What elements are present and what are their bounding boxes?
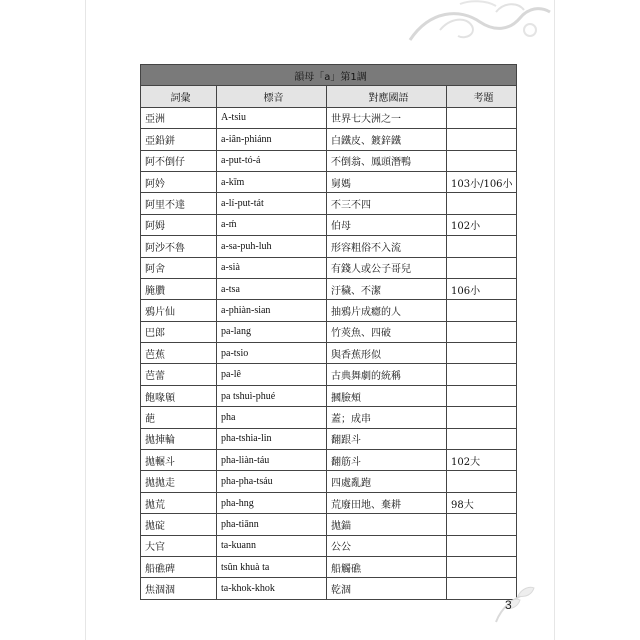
table-row [141, 193, 517, 214]
table-row [141, 150, 517, 171]
cell-vocabulary: 亞洲 [141, 107, 217, 128]
cell-vocabulary: 大官 [141, 535, 217, 556]
cell-exam [447, 107, 517, 128]
table-caption: 韻母「a」第1調 [141, 65, 517, 86]
cell-vocabulary: 阿沙不魯 [141, 236, 217, 257]
table-row [141, 321, 517, 342]
cell-exam [447, 364, 517, 385]
cell-romanization: a-put-tó-á [217, 150, 327, 171]
cell-romanization: pa-lang [217, 321, 327, 342]
cell-romanization: a-iân-phiánn [217, 129, 327, 150]
column-header-romanization: 標音 [217, 86, 327, 107]
table-row [141, 364, 517, 385]
cell-romanization: pha-pha-tsáu [217, 471, 327, 492]
cell-romanization: ta-kuann [217, 535, 327, 556]
table-row [141, 407, 517, 428]
cell-mandarin: 四處亂跑 [327, 471, 447, 492]
cell-romanization: pa-lê [217, 364, 327, 385]
page-number: 3 [505, 598, 512, 612]
cell-mandarin: 翻跟斗 [327, 428, 447, 449]
cell-romanization: pha-hng [217, 492, 327, 513]
cell-exam [447, 150, 517, 171]
cell-romanization: a-sa-puh-luh [217, 236, 327, 257]
table-row [141, 236, 517, 257]
cell-exam [447, 236, 517, 257]
cell-exam [447, 343, 517, 364]
cell-romanization: A-tsiu [217, 107, 327, 128]
cell-exam [447, 471, 517, 492]
cell-exam [447, 385, 517, 406]
cell-romanization: pha-liàn-táu [217, 450, 327, 471]
cell-vocabulary: 葩 [141, 407, 217, 428]
cell-exam [447, 129, 517, 150]
cell-vocabulary: 拋輾斗 [141, 450, 217, 471]
table-row [141, 428, 517, 449]
table-row [141, 450, 517, 471]
cell-exam: 98大 [447, 492, 517, 513]
cell-vocabulary: 焦涸涸 [141, 578, 217, 599]
cell-exam [447, 300, 517, 321]
cell-mandarin: 荒廢田地、棄耕 [327, 492, 447, 513]
table-row [141, 343, 517, 364]
cell-vocabulary: 阿不倒仔 [141, 150, 217, 171]
table-row [141, 471, 517, 492]
cell-vocabulary: 拋荒 [141, 492, 217, 513]
cell-mandarin: 汙穢、不潔 [327, 278, 447, 299]
table-row [141, 578, 517, 599]
cell-vocabulary: 拋碇 [141, 514, 217, 535]
cell-romanization: a-ḿ [217, 214, 327, 235]
cell-vocabulary: 拋捙輪 [141, 428, 217, 449]
cell-vocabulary: 拋拋走 [141, 471, 217, 492]
cell-mandarin: 形容粗俗不入流 [327, 236, 447, 257]
table-row [141, 535, 517, 556]
cell-mandarin: 伯母 [327, 214, 447, 235]
cell-romanization: a-phiàn-sian [217, 300, 327, 321]
cell-vocabulary: 飽喙顊 [141, 385, 217, 406]
table-row [141, 214, 517, 235]
table-row [141, 278, 517, 299]
cell-exam: 106小 [447, 278, 517, 299]
table-row [141, 556, 517, 577]
cell-romanization: pha-tiānn [217, 514, 327, 535]
cell-exam [447, 514, 517, 535]
table-row [141, 107, 517, 128]
cell-vocabulary: 阿舍 [141, 257, 217, 278]
table-row [141, 129, 517, 150]
cell-exam [447, 535, 517, 556]
cell-romanization: pa tshuì-phué [217, 385, 327, 406]
table-row [141, 257, 517, 278]
floral-ornament-icon [400, 0, 554, 52]
cell-exam [447, 407, 517, 428]
cell-vocabulary: 阿妗 [141, 171, 217, 192]
cell-mandarin: 竹莢魚、四破 [327, 321, 447, 342]
vocabulary-table [140, 64, 517, 600]
cell-exam [447, 193, 517, 214]
table-body [141, 107, 517, 599]
cell-mandarin: 有錢人或公子哥兒 [327, 257, 447, 278]
cell-mandarin: 拋錨 [327, 514, 447, 535]
leaf-ornament-icon [488, 582, 538, 628]
cell-romanization: a-sià [217, 257, 327, 278]
cell-vocabulary: 芭蕾 [141, 364, 217, 385]
cell-mandarin: 舅媽 [327, 171, 447, 192]
cell-mandarin: 抽鴉片成癮的人 [327, 300, 447, 321]
table-row [141, 514, 517, 535]
cell-exam: 102小 [447, 214, 517, 235]
cell-mandarin: 蓋；成串 [327, 407, 447, 428]
cell-exam: 103小/106小 [447, 171, 517, 192]
cell-mandarin: 不三不四 [327, 193, 447, 214]
cell-mandarin: 不倒翁、鳳頭潛鴨 [327, 150, 447, 171]
table-row [141, 300, 517, 321]
cell-vocabulary: 芭蕉 [141, 343, 217, 364]
cell-exam: 102大 [447, 450, 517, 471]
cell-romanization: pha-tshia-lin [217, 428, 327, 449]
cell-mandarin: 乾涸 [327, 578, 447, 599]
cell-vocabulary: 阿姆 [141, 214, 217, 235]
cell-romanization: a-tsa [217, 278, 327, 299]
cell-exam [447, 428, 517, 449]
cell-vocabulary: 船礁碑 [141, 556, 217, 577]
cell-vocabulary: 鴉片仙 [141, 300, 217, 321]
column-header-mandarin: 對應國語 [327, 86, 447, 107]
cell-mandarin: 與香蕉形似 [327, 343, 447, 364]
table-row [141, 492, 517, 513]
cell-romanization: pha [217, 407, 327, 428]
table-row [141, 171, 517, 192]
cell-exam [447, 556, 517, 577]
column-header-exam: 考題 [447, 86, 517, 107]
cell-mandarin: 白鐵皮、鍍鋅鐵 [327, 129, 447, 150]
cell-romanization: pa-tsio [217, 343, 327, 364]
cell-mandarin: 古典舞劇的統稱 [327, 364, 447, 385]
cell-exam [447, 321, 517, 342]
cell-romanization: a-kīm [217, 171, 327, 192]
cell-mandarin: 世界七大洲之一 [327, 107, 447, 128]
cell-mandarin: 公公 [327, 535, 447, 556]
cell-romanization: tsûn khuà ta [217, 556, 327, 577]
cell-romanization: ta-khok-khok [217, 578, 327, 599]
cell-vocabulary: 巴郎 [141, 321, 217, 342]
cell-vocabulary: 腌臢 [141, 278, 217, 299]
cell-romanization: a-lí-put-tát [217, 193, 327, 214]
table-row [141, 385, 517, 406]
cell-exam [447, 257, 517, 278]
cell-mandarin: 翻筋斗 [327, 450, 447, 471]
cell-vocabulary: 阿里不達 [141, 193, 217, 214]
cell-mandarin: 摑臉頰 [327, 385, 447, 406]
cell-vocabulary: 亞鉛鉼 [141, 129, 217, 150]
column-header-vocabulary: 詞彙 [141, 86, 217, 107]
cell-mandarin: 船觸礁 [327, 556, 447, 577]
